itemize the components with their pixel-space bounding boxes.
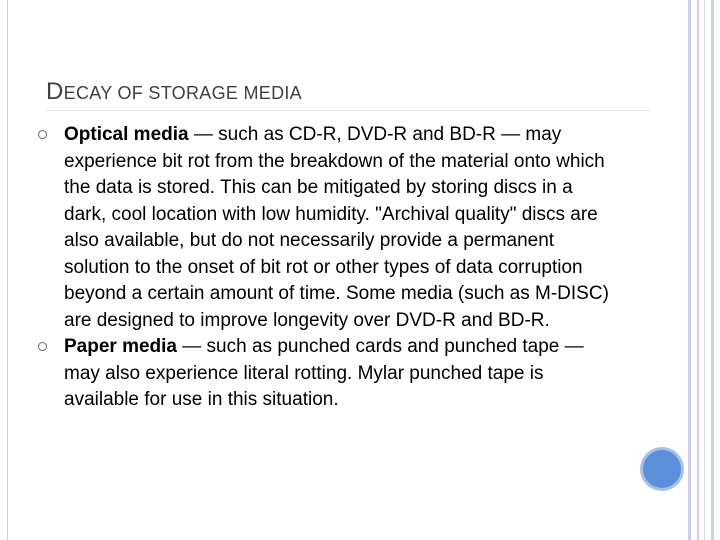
bullet-lead: Paper media bbox=[64, 336, 177, 357]
decorative-circle bbox=[640, 447, 684, 491]
hollow-circle-bullet-icon bbox=[38, 130, 47, 139]
frame-right-line bbox=[688, 0, 691, 540]
hollow-circle-bullet-icon bbox=[38, 342, 47, 351]
bullet-item-optical-media bbox=[36, 122, 616, 334]
bullet-text: — such as punched cards and punched tape — may also experience literal rotting. Mylar punched tape is available for use in this situation. bbox=[64, 336, 584, 410]
slide-title bbox=[46, 78, 302, 106]
frame-right-line bbox=[704, 0, 705, 540]
bullet-item-paper-media bbox=[36, 334, 616, 414]
bullet-text: — such as CD-R, DVD-R and BD-R — may experience bit rot from the breakdown of the material onto which the data is stored. This can be mitigated by storing discs in a dark, cool location with low humidity. "Archival quality" discs are also available, but do not necessarily provide a permanent solution to the onset of bit rot or other types of data corruption beyond a certain amount of time. Some media (such as M-DISC) are designed to improve longevity over DVD-R and BD-R. bbox=[64, 124, 609, 331]
bullet-lead: Optical media bbox=[64, 124, 189, 145]
title-divider bbox=[46, 110, 650, 111]
frame-right-line bbox=[697, 0, 699, 540]
slide-title-rest: ECAY OF STORAGE MEDIA bbox=[63, 83, 302, 103]
frame-left-line bbox=[7, 0, 8, 540]
bullet-list bbox=[36, 122, 616, 414]
slide-title-initial: D bbox=[46, 78, 64, 105]
frame-right-line bbox=[711, 0, 714, 540]
